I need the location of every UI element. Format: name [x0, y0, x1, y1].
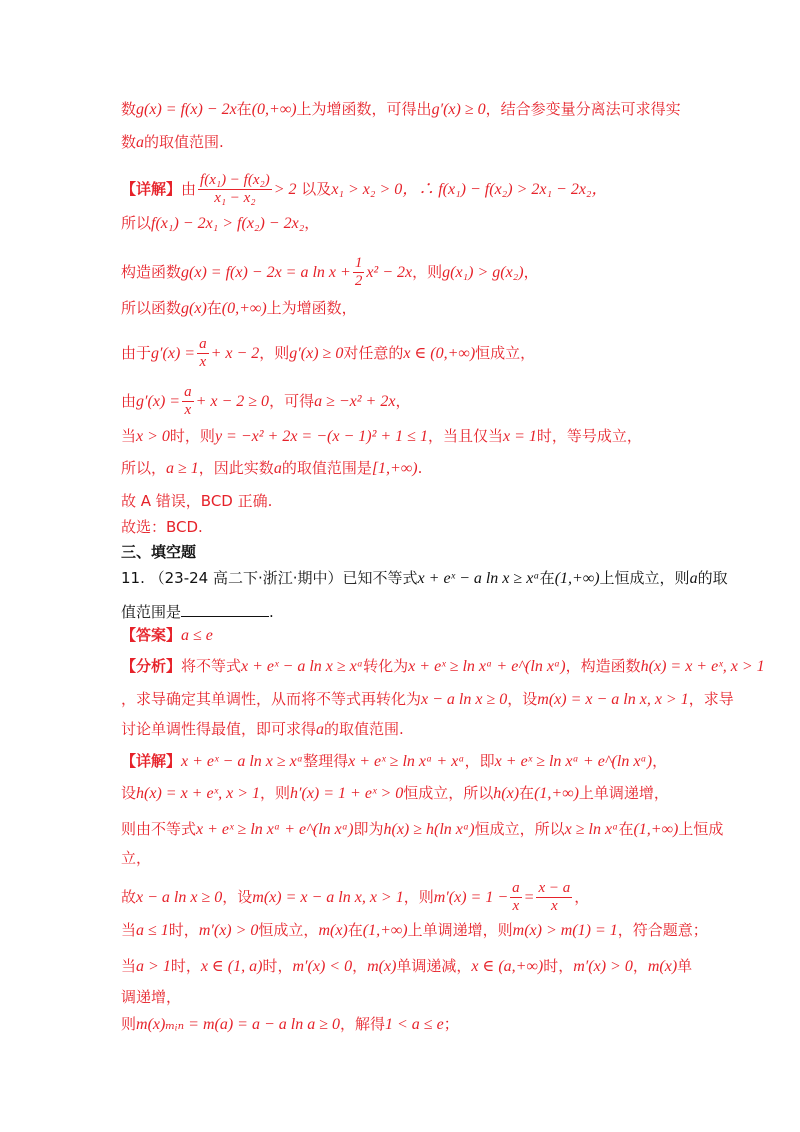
text-line: 数g(x) = f(x) − 2x在(0,+∞)上为增函数，可得出g′(x) ≥ 0，结合参变量分离法可求得实 — [121, 100, 681, 118]
text-line: 所以函数g(x)在(0,+∞)上为增函数， — [121, 299, 357, 317]
fraction: $\frac{x - a}{x}$ — [538, 880, 571, 914]
answer-blank — [181, 602, 269, 617]
detail-line: 调递增， — [121, 988, 182, 1006]
text-line: 【详解】由 $\frac{\text{f(x₁) − f(x₂)}}{\text{x₁ − x₂}}$ > 2 以及x₁ > x₂ > 0，∴ f(x₁) − f(x₂) > 2x₁ − 2x₂， — [121, 172, 608, 206]
question-line: 11. （23-24 高二下·浙江·期中）已知不等式x + eˣ − a ln x ≥ xᵃ在(1,+∞)上恒成立，则a的取 — [121, 569, 728, 587]
analysis-line: ，求导确定其单调性，从而将不等式再转化为x − a ln x ≥ 0，设m(x) = x − a ln x, x > 1，求导 — [121, 690, 734, 708]
text-line: 当x > 0时，则y = −x² + 2x = −(x − 1)² + 1 ≤ 1，当且仅当x = 1时，等号成立， — [121, 427, 642, 445]
detail-line: 当a ≤ 1时，m′(x) > 0恒成立，m(x)在(1,+∞)上单调递增，则m(x) > m(1) = 1，符合题意； — [121, 921, 708, 939]
detail-line: 【详解】x + eˣ − a ln x ≥ xᵃ整理得x + eˣ ≥ ln xᵃ + xᵃ，即x + eˣ ≥ ln xᵃ + e^(ln xᵃ)， — [121, 752, 668, 770]
section-title: 三、填空题 — [121, 543, 197, 561]
detail-line: 设h(x) = x + eˣ, x > 1，则h′(x) = 1 + eˣ > 0恒成立，所以h(x)在(1,+∞)上单调递增， — [121, 784, 669, 802]
text-line: 数a的取值范围. — [121, 133, 224, 151]
fraction: $\frac{a}{x}$ — [512, 880, 520, 914]
fraction: $\frac{a}{x}$ — [199, 336, 207, 370]
fraction: $\frac{a}{x}$ — [184, 384, 192, 418]
fraction: $\frac{\text{f(x₁) − f(x₂)}}{\text{x₁ − x₂}}$ — [200, 172, 270, 206]
text-line: 由于g′(x) = $\frac{a}{x}$ + x − 2，则g′(x) ≥ 0对任意的x ∈ (0,+∞)恒成立， — [121, 336, 536, 370]
text-line: 所以f(x₁) − 2x₁ > f(x₂) − 2x₂， — [121, 214, 320, 232]
detail-line: 当a > 1时，x ∈ (1, a)时，m′(x) < 0，m(x)单调递减，x ∈ (a,+∞)时，m′(x) > 0，m(x)单 — [121, 957, 693, 975]
analysis-line: 讨论单调性得最值，即可求得a的取值范围. — [121, 720, 404, 738]
question-line: 值范围是 . — [121, 603, 274, 621]
text-line: 构造函数g(x) = f(x) − 2x = a ln x + $\frac{1}{2}$ x² − 2x，则g(x₁) > g(x₂)， — [121, 255, 539, 289]
detail-line: 则由不等式x + eˣ ≥ ln xᵃ + e^(ln xᵃ)即为h(x) ≥ h(ln xᵃ)恒成立，所以x ≥ ln xᵃ在(1,+∞)上恒成 — [121, 820, 724, 838]
fraction: $\frac{1}{2}$ — [354, 255, 363, 289]
detail-line: 立， — [121, 849, 152, 867]
answer-line: 【答案】a ≤ e — [121, 626, 213, 644]
detail-line: 故x − a ln x ≥ 0，设m(x) = x − a ln x, x > 1，则m′(x) = 1 − $\frac{a}{x}$ = $\frac{x - a}{x}$ ， — [121, 880, 590, 914]
text-line: 由g′(x) = $\frac{a}{x}$ + x − 2 ≥ 0，可得a ≥ −x² + 2x， — [121, 384, 411, 418]
text-line: 故选：BCD. — [121, 518, 203, 536]
text-line: 所以，a ≥ 1，因此实数a的取值范围是[1,+∞). — [121, 459, 423, 477]
analysis-line: 【分析】将不等式x + eˣ − a ln x ≥ xᵃ转化为x + eˣ ≥ ln xᵃ + e^(ln xᵃ)，构造函数h(x) = x + eˣ, x > 1 — [121, 657, 765, 675]
text-line: 故 A 错误，BCD 正确. — [121, 492, 273, 510]
detail-line: 则m(x)ₘᵢₙ = m(a) = a − a ln a ≥ 0，解得1 < a ≤ e； — [121, 1015, 459, 1033]
